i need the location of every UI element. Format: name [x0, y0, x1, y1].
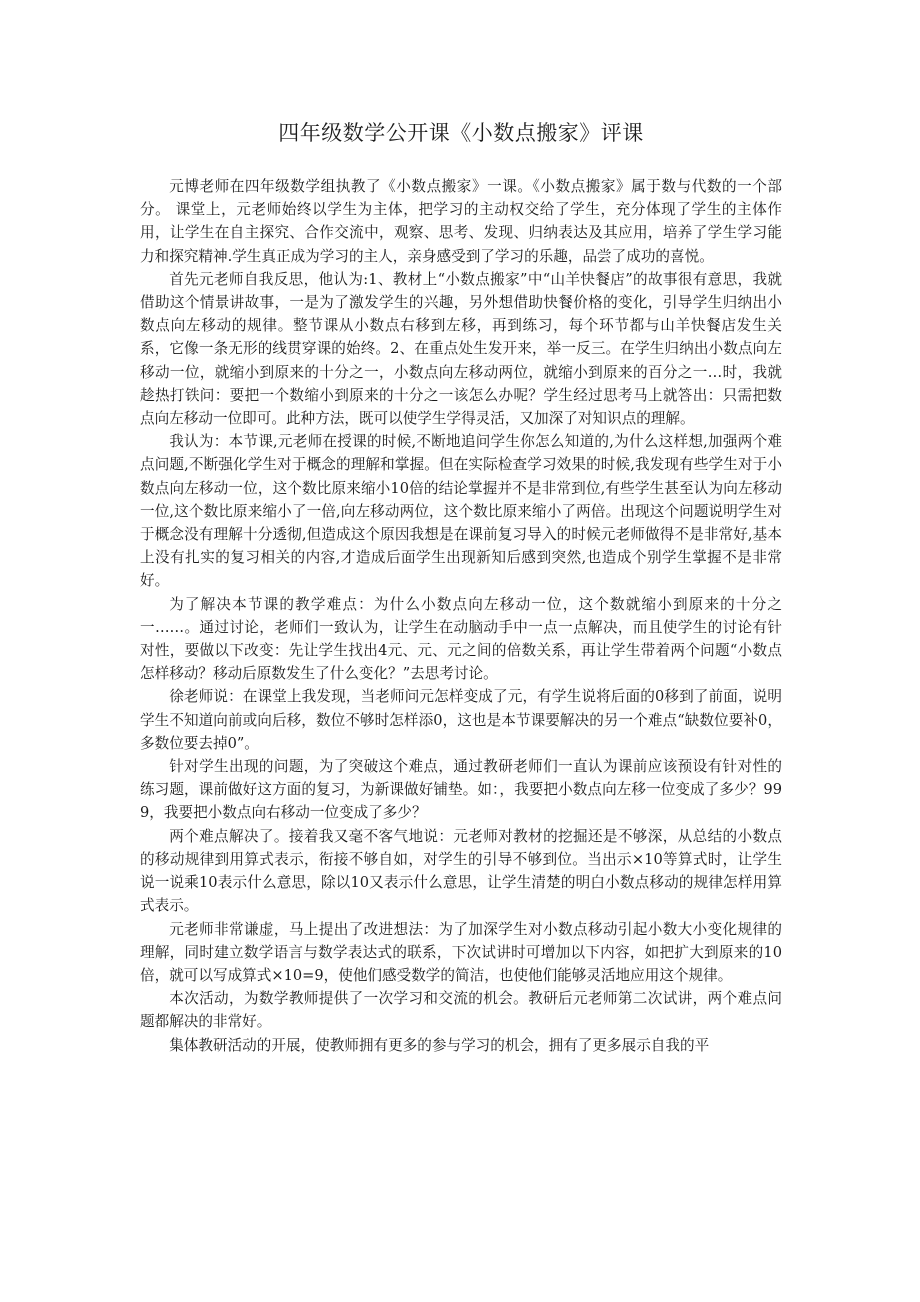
paragraph-3: 我认为：本节课,元老师在授课的时候,不断地追问学生你怎么知道的,为什么这样想,加强两个难点问题,不断强化学生对于概念的理解和掌握。但在实际检查学习效果的时候,我发现有些学生对于小数点向左移动一位，这个数比原来缩小10倍的结论掌握并不是非常到位,有些学生甚至认为向左移动一位,这个数比原来缩小了一倍,向左移动两位，这个数比原来缩小了两倍。出现这个问题说明学生对于概念没有理解十分透彻,但造成这个原因我想是在课前复习导入的时候元老师做得不是非常好,基本上没有扎实的复习相关的内容,才造成后面学生出现新知后感到突然,也造成个别学生掌握不是非常好。	[140, 433, 782, 590]
paragraph-6: 针对学生出现的问题，为了突破这个难点，通过教研老师们一直认为课前应该预设有针对性的练习题，课前做好这方面的复习，为新课做好铺垫。如：，我要把小数点向左移一位变成了多少？999，我要把小数点向右移动一位变成了多少？	[140, 758, 782, 822]
paragraph-7: 两个难点解决了。接着我又毫不客气地说：元老师对教材的挖掘还是不够深，从总结的小数点的移动规律到用算式表示，衔接不够自如，对学生的引导不够到位。当出示×10等算式时，让学生说一说乘10表示什么意思，除以10又表示什么意思，让学生清楚的明白小数点移动的规律怎样用算式表示。	[140, 827, 782, 915]
document-title: 四年级数学公开课《小数点搬家》评课	[278, 121, 644, 145]
document-page	[140, 118, 782, 1057]
paragraph-9: 本次活动，为数学教师提供了一次学习和交流的机会。教研后元老师第二次试讲，两个难点问题都解决的非常好。	[140, 990, 782, 1031]
paragraph-8: 元老师非常谦虚，马上提出了改进想法：为了加深学生对小数点移动引起小数大小变化规律的理解，同时建立数学语言与数学表达式的联系，下次试讲时可增加以下内容，如把扩大到原来的10倍，就可以写成算式×10=9，使他们感受数学的简洁，也使他们能够灵活地应用这个规律。	[140, 920, 782, 984]
paragraph-2: 首先元老师自我反思，他认为:1、教材上“小数点搬家”中“山羊快餐店”的故事很有意思，我就借助这个情景讲故事，一是为了激发学生的兴趣，另外想借助快餐价格的变化，引导学生归纳出小数点向左移动的规律。整节课从小数点右移到左移，再到练习，每个环节都与山羊快餐店发生关系，它像一条无形的线贯穿课的始终。2、在重点处生发开来，举一反三。在学生归纳出小数点向左移动一位，就缩小到原来的十分之一，小数点向左移动两位，就缩小到原来的百分之一…时，我就趁热打铁问：要把一个数缩小到原来的十分之一该怎么办呢？学生经过思考马上就答出：只需把数点向左移动一位即可。此种方法，既可以使学生学得灵活，又加深了对知识点的理解。	[140, 270, 782, 428]
document-body	[140, 175, 782, 1057]
paragraph-1: 元博老师在四年级数学组执教了《小数点搬家》一课。《小数点搬家》属于数与代数的一个部分。 课堂上，元老师始终以学生为主体，把学习的主动权交给了学生，充分体现了学生的主体作用，让学生在自主探究、合作交流中，观察、思考、发现、归纳表达及其应用，培养了学生学习能力和探究精神.学生真正成为学习的主人，亲身感受到了学习的乐趣，品尝了成功的喜悦。	[140, 178, 782, 265]
paragraph-5: 徐老师说：在课堂上我发现，当老师问元怎样变成了元，有学生说将后面的0移到了前面，说明学生不知道向前或向后移，数位不够时怎样添0，这也是本节课要解决的另一个难点“缺数位要补0，多数位要去掉0”。	[140, 688, 782, 752]
paragraph-10: 集体教研活动的开展，使教师拥有更多的参与学习的机会，拥有了更多展示自我的平	[169, 1036, 710, 1054]
paragraph-4: 为了解决本节课的教学难点：为什么小数点向左移动一位，这个数就缩小到原来的十分之一……。通过讨论，老师们一致认为，让学生在动脑动手中一点一点解决，而且使学生的讨论有针对性，要做以下改变：先让学生找出4元、元、元之间的倍数关系，再让学生带着两个问题“小数点怎样移动？移动后原数发生了什么变化？”去思考讨论。	[140, 595, 782, 683]
